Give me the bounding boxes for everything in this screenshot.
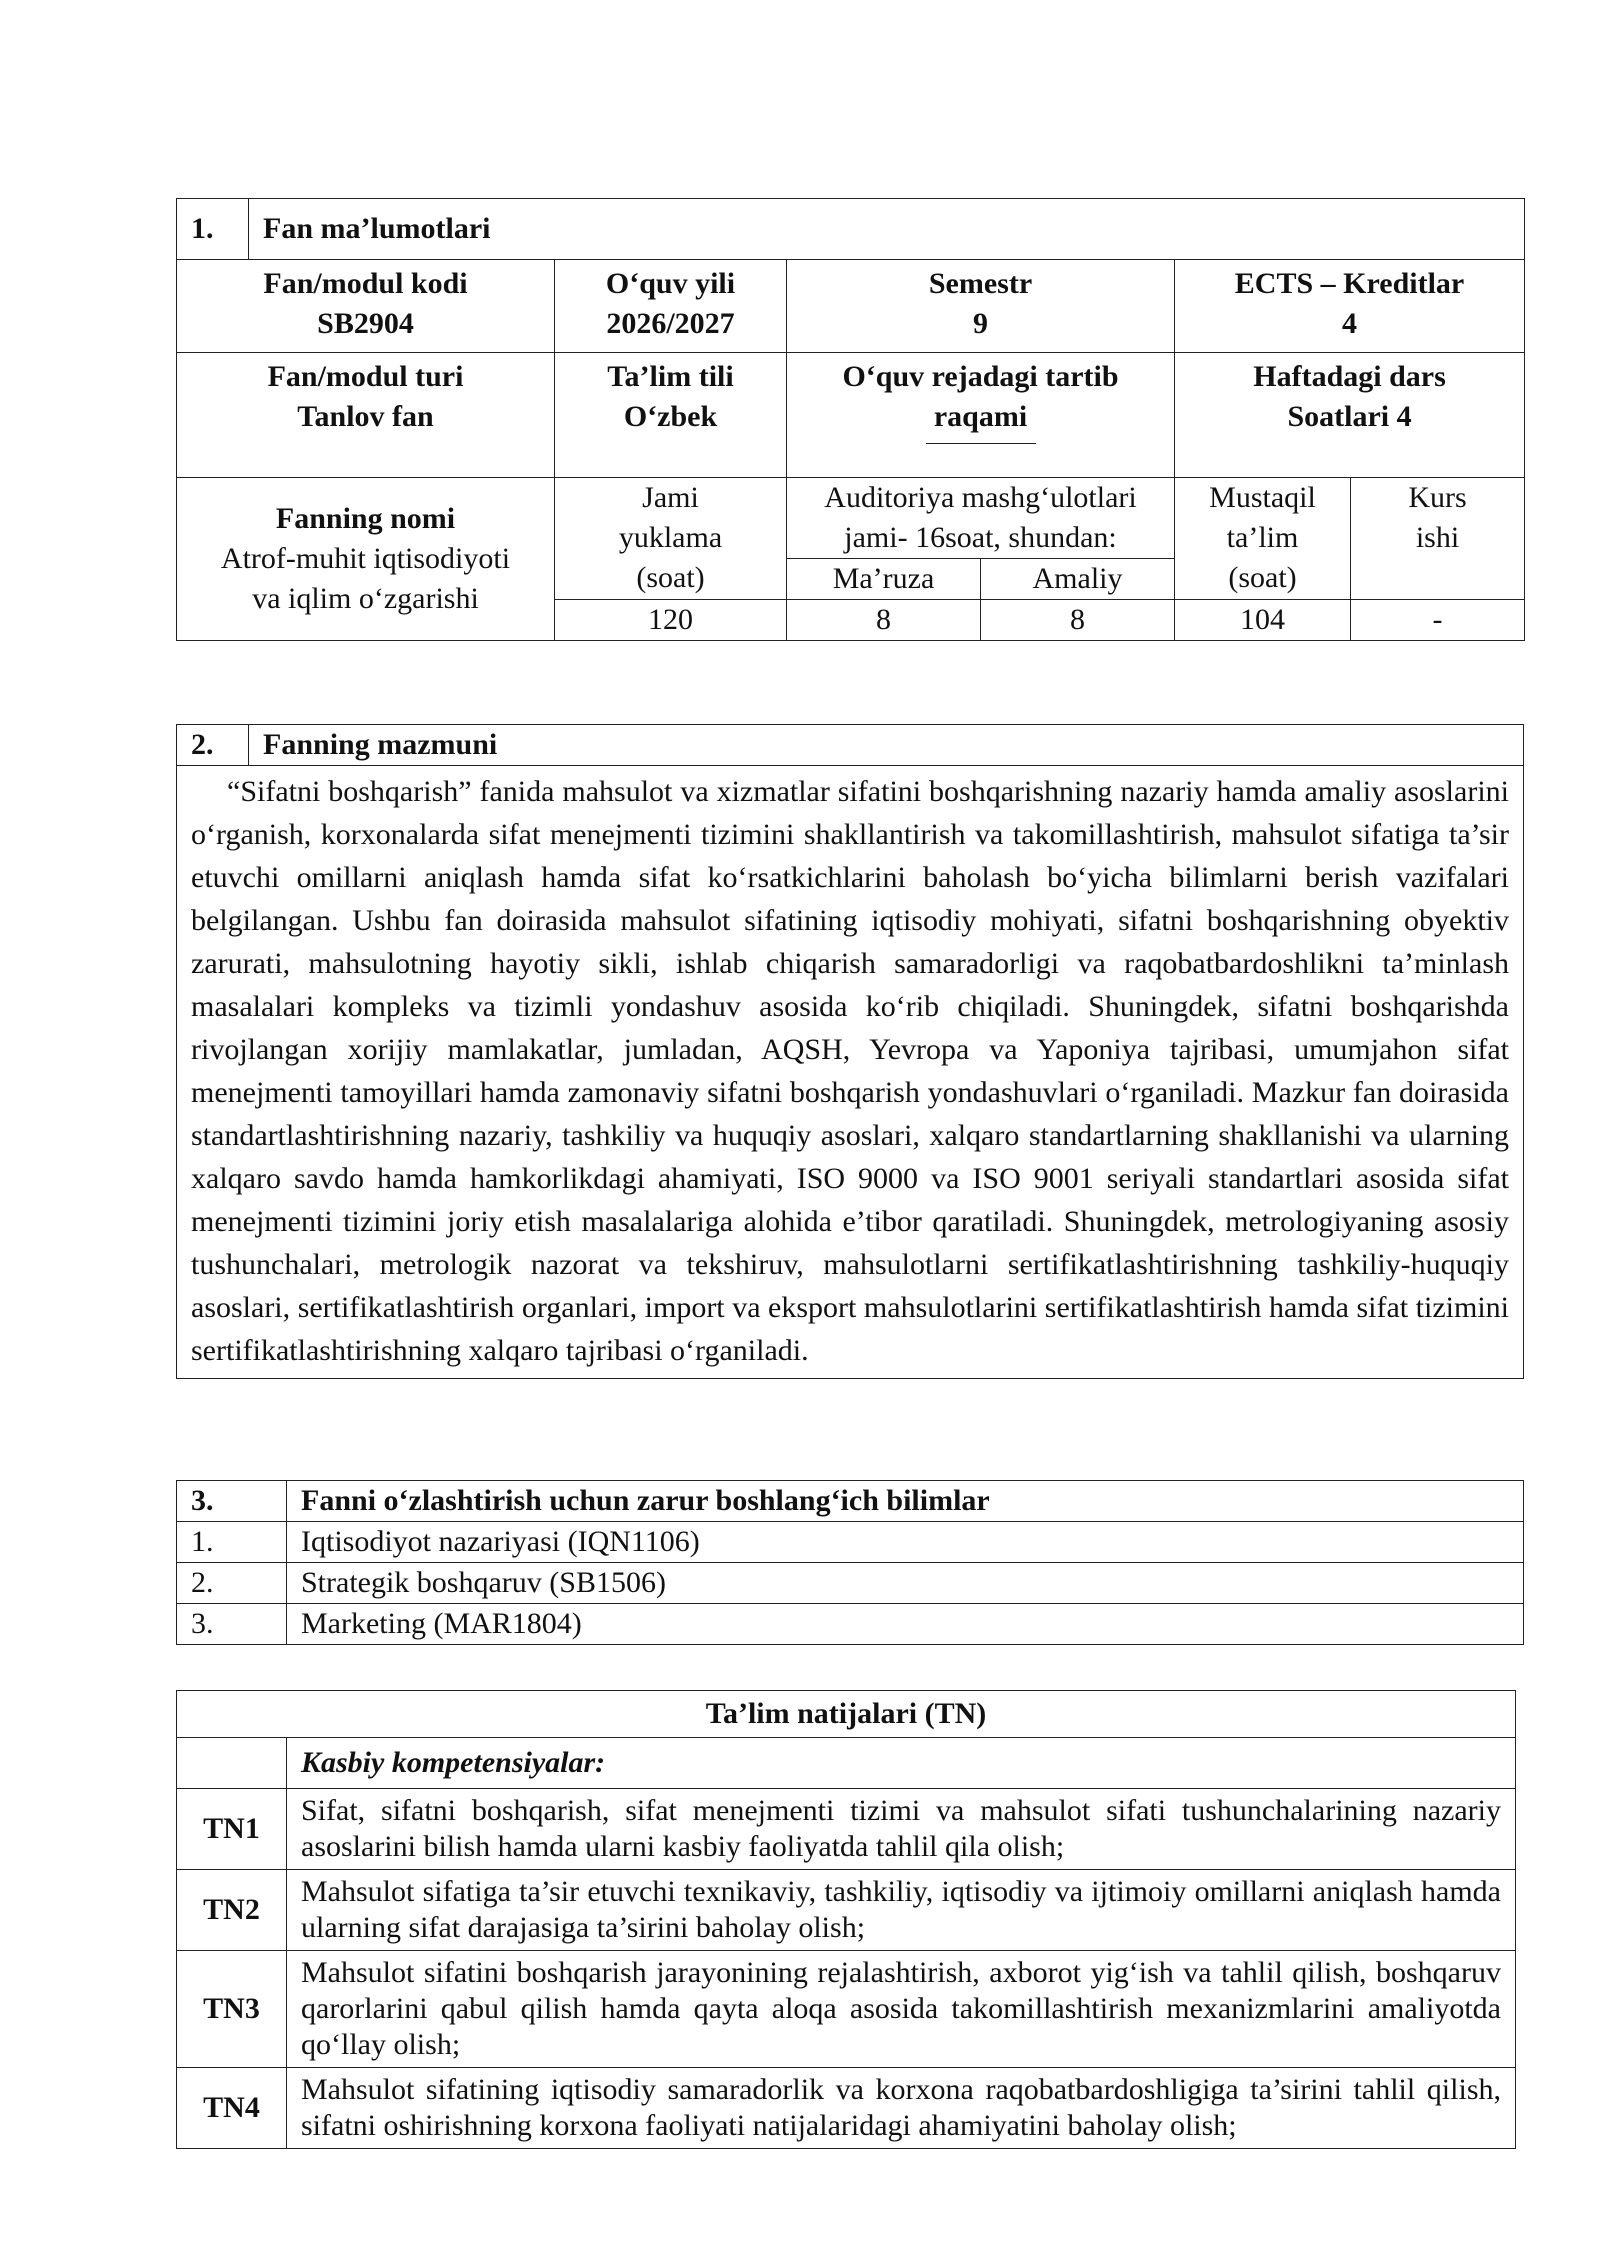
learning-outcomes-title: Ta’lim natijalari (TN) bbox=[177, 1691, 1516, 1738]
auditorium-label-2: jami- 16soat, shundan: bbox=[844, 521, 1117, 554]
learning-outcomes-table bbox=[176, 1690, 1516, 2149]
semester-cell bbox=[787, 260, 1175, 353]
self-study-value: 104 bbox=[1175, 600, 1351, 641]
course-name-value-1: Atrof-muhit iqtisodiyoti bbox=[220, 542, 511, 575]
prereq-number: 3. bbox=[177, 1604, 287, 1645]
ects-value: 4 bbox=[1342, 307, 1358, 340]
auditorium-header bbox=[787, 478, 1175, 559]
total-load-value: 120 bbox=[555, 600, 787, 641]
language-value: O‘zbek bbox=[623, 400, 718, 433]
lecture-header: Ma’ruza bbox=[787, 559, 981, 600]
table-row bbox=[177, 1870, 1516, 1951]
section-title: Fanning mazmuni bbox=[249, 725, 1524, 766]
self-study-label-3: (soat) bbox=[1228, 561, 1297, 594]
plan-number-blank-line bbox=[926, 439, 1036, 444]
course-code-value: SB2904 bbox=[317, 307, 414, 340]
plan-number-label: O‘quv rejadagi tartib bbox=[842, 360, 1119, 393]
semester-value: 9 bbox=[973, 307, 988, 340]
total-load-label-1: Jami bbox=[642, 481, 699, 514]
section-title: Fanni o‘zlashtirish uchun zarur boshlang‘ich bilimlar bbox=[287, 1481, 1524, 1522]
competencies-subtitle: Kasbiy kompetensiyalar: bbox=[287, 1738, 1516, 1789]
semester-label: Semestr bbox=[928, 267, 1033, 300]
outcome-text: Sifat, sifatni boshqarish, sifat menejmenti tizimi va mahsulot sifati tushunchalarining nazariy asoslarini bilish hamda ularni kasbiy faoliyatda tahlil qila olish; bbox=[287, 1789, 1516, 1870]
table-row bbox=[177, 1951, 1516, 2068]
outcome-text: Mahsulot sifatini boshqarish jarayonining rejalashtirish, axborot yig‘ish va tahlil qilish, boshqaruv qarorlarini qabul qilish hamda qayta aloqa asosida takomillashtirish mexanizmlarini amaliyotda qo‘llay olish; bbox=[287, 1951, 1516, 2068]
outcome-text: Mahsulot sifatining iqtisodiy samaradorlik va korxona raqobatbardoshligiga ta’sirini tahlil qilish, sifatni oshirishning korxona faoliyati natijalaridagi ahamiyatini baholay olish; bbox=[287, 2068, 1516, 2149]
outcome-code: TN1 bbox=[177, 1789, 287, 1870]
weekly-hours-value: Soatlari 4 bbox=[1287, 400, 1412, 433]
course-info-table bbox=[176, 198, 1525, 641]
weekly-hours-cell bbox=[1175, 353, 1525, 478]
ects-label: ECTS – Kreditlar bbox=[1234, 267, 1465, 300]
course-work-header bbox=[1351, 478, 1525, 600]
practice-value: 8 bbox=[981, 600, 1175, 641]
course-code-label: Fan/modul kodi bbox=[263, 267, 468, 300]
ects-cell bbox=[1175, 260, 1525, 353]
course-work-label-1: Kurs bbox=[1408, 481, 1467, 514]
outcome-code: TN4 bbox=[177, 2068, 287, 2149]
section-number: 1. bbox=[177, 199, 249, 260]
course-content-text: “Sifatni boshqarish” fanida mahsulot va xizmatlar sifatini boshqarishning nazariy hamda amaliy asoslarini o‘rganish, korxonalarda sifat menejmenti tizimini shakllantirish va takomillashtirish, mahsulot sifatiga ta’sir etuvchi omillarni aniqlash hamda sifat ko‘rsatkichlarini baholash bo‘yicha bilimlarni berish vazifalari belgilangan. Ushbu fan doirasida mahsulot sifatining iqtisodiy mohiyati, sifatni boshqarishning obyektiv zarurati, mahsulotning hayotiy sikli, ishlab chiqarish samaradorligi va raqobatbardoshlikni ta’minlash masalalari kompleks va tizimli yondashuv asosida ko‘rib chiqiladi. Shuningdek, sifatni boshqarishda rivojlangan xorijiy mamlakatlar, jumladan, AQSH, Yevropa va Yaponiya tajribasi, umumjahon sifat menejmenti tamoyillari hamda zamonaviy sifatni boshqarish yondashuvlari o‘rganiladi. Mazkur fan doirasida standartlashtirishning nazariy, tashkiliy va huquqiy asoslari, xalqaro standartlarning shakllanishi va ularning xalqaro savdo hamda hamkorlikdagi ahamiyati, ISO 9000 va ISO 9001 seriyali standartlari asosida sifat menejmenti tizimini joriy etish masalalariga alohida e’tibor qaratiladi. Shuningdek, metrologiyaning asosiy tushunchalari, metrologik nazorat va tekshiruv, mahsulotlarni sertifikatlashtirishning tashkiliy-huquqiy asoslari, sertifikatlashtirish organlari, import va eksport mahsulotlarini sertifikatlashtirish hamda sifat tizimini sertifikatlashtirishning xalqaro tajribasi o‘rganiladi. bbox=[191, 775, 1509, 1367]
list-item bbox=[177, 1522, 1524, 1563]
self-study-header bbox=[1175, 478, 1351, 600]
table-row bbox=[177, 1789, 1516, 1870]
prereq-text: Marketing (MAR1804) bbox=[287, 1604, 1524, 1645]
course-type-label: Fan/modul turi bbox=[267, 360, 464, 393]
table-row bbox=[177, 2068, 1516, 2149]
empty-cell bbox=[177, 1738, 287, 1789]
plan-number-label-2: raqami bbox=[933, 400, 1028, 433]
course-type-value: Tanlov fan bbox=[297, 400, 434, 433]
self-study-label-2: ta’lim bbox=[1226, 521, 1299, 554]
course-work-label-2: ishi bbox=[1415, 521, 1460, 554]
course-name-label: Fanning nomi bbox=[275, 502, 456, 535]
language-label: Ta’lim tili bbox=[607, 360, 734, 393]
academic-year-cell bbox=[555, 260, 787, 353]
auditorium-label-1: Auditoriya mashg‘ulotlari bbox=[824, 481, 1137, 514]
course-name-value-2: va iqlim o‘zgarishi bbox=[252, 582, 479, 615]
language-cell bbox=[555, 353, 787, 478]
outcome-text: Mahsulot sifatiga ta’sir etuvchi texnikaviy, tashkiliy, iqtisodiy va ijtimoiy omillarni aniqlash hamda ularning sifat darajasiga ta’sirini baholay olish; bbox=[287, 1870, 1516, 1951]
section-title: Fan ma’lumotlari bbox=[249, 199, 1525, 260]
list-item bbox=[177, 1604, 1524, 1645]
section-number: 3. bbox=[177, 1481, 287, 1522]
course-code-cell bbox=[177, 260, 555, 353]
lecture-value: 8 bbox=[787, 600, 981, 641]
weekly-hours-label: Haftadagi dars bbox=[1253, 360, 1446, 393]
self-study-label-1: Mustaqil bbox=[1209, 481, 1316, 514]
section-number: 2. bbox=[177, 725, 249, 766]
course-content-paragraph bbox=[177, 766, 1524, 1379]
prereq-text: Iqtisodiyot nazariyasi (IQN1106) bbox=[287, 1522, 1524, 1563]
prereq-number: 1. bbox=[177, 1522, 287, 1563]
course-name-cell bbox=[177, 478, 555, 641]
course-content-table bbox=[176, 724, 1524, 1379]
list-item bbox=[177, 1563, 1524, 1604]
outcome-code: TN2 bbox=[177, 1870, 287, 1951]
academic-year-value: 2026/2027 bbox=[606, 307, 735, 340]
plan-number-cell bbox=[787, 353, 1175, 478]
total-load-header bbox=[555, 478, 787, 600]
course-work-value: - bbox=[1351, 600, 1525, 641]
prereq-text: Strategik boshqaruv (SB1506) bbox=[287, 1563, 1524, 1604]
prerequisites-table bbox=[176, 1480, 1524, 1645]
total-load-label-2: yuklama bbox=[618, 521, 723, 554]
course-type-cell bbox=[177, 353, 555, 478]
total-load-label-3: (soat) bbox=[636, 561, 705, 594]
practice-header: Amaliy bbox=[981, 559, 1175, 600]
outcome-code: TN3 bbox=[177, 1951, 287, 2068]
academic-year-label: O‘quv yili bbox=[605, 267, 736, 300]
prereq-number: 2. bbox=[177, 1563, 287, 1604]
